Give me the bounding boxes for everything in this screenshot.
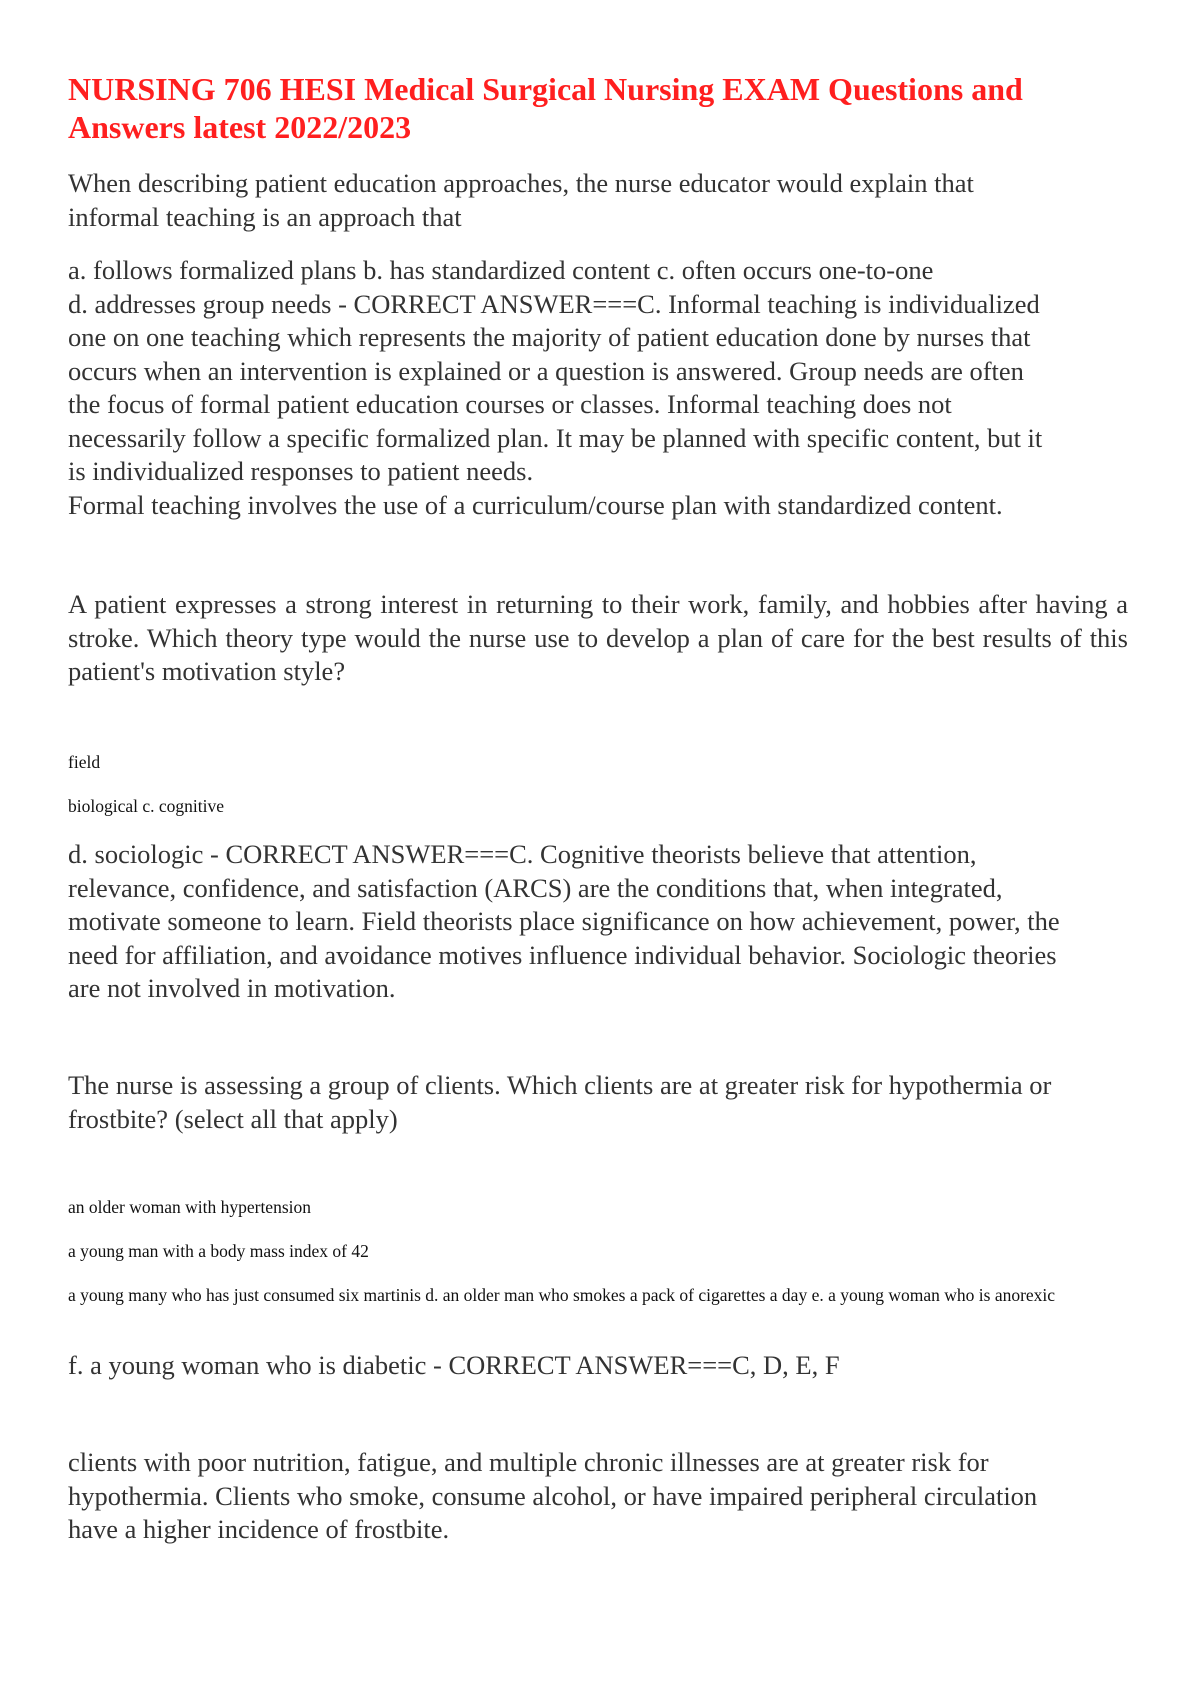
document-title: NURSING 706 HESI Medical Surgical Nursing EXAM Questions and Answers latest 2022/2023	[68, 71, 1023, 145]
question-3-stem-line: The nurse is assessing a group of clients. Which clients are at greater risk for hypothermia or	[68, 1070, 1052, 1100]
question-2-stem: A patient expresses a strong interest in returning to their work, family, and hobbies after having a stroke. Which theory type would the nurse use to develop a plan of care for the best results of this patient's motivation style?	[68, 589, 1128, 686]
question-2-answer-line: relevance, confidence, and satisfaction (ARCS) are the conditions that, when integrated,	[68, 872, 1003, 903]
question-3-explanation-line: clients with poor nutrition, fatigue, and multiple chronic illnesses are at greater risk for	[68, 1447, 989, 1477]
question-1-answer-line: d. addresses group needs - CORRECT ANSWER===C. Informal teaching is individualized	[68, 288, 1040, 319]
question-2-answer-line: are not involved in motivation.	[68, 973, 396, 1003]
question-1-answer-line: one on one teaching which represents the majority of patient education done by nurses that	[68, 322, 1031, 352]
question-1-stem-line: informal teaching is an approach that	[68, 201, 462, 232]
question-3-option: a young many who has just consumed six martinis d. an older man who smokes a pack of cigarettes a day e. a young woman who is anorexic	[68, 1285, 1056, 1305]
question-1-answer-line: necessarily follow a specific formalized plan. It may be planned with specific content, but it	[68, 422, 1043, 453]
question-1-stem	[68, 167, 1128, 234]
question-3-answer: f. a young woman who is diabetic - CORRECT ANSWER===C, D, E, F	[68, 1350, 840, 1380]
question-1-answer-line: is individualized responses to patient needs.	[68, 456, 534, 486]
question-1-answer	[68, 254, 1128, 522]
question-3-explanation-line: have a higher incidence of frostbite.	[68, 1514, 450, 1544]
question-2-option: field	[68, 752, 101, 772]
question-3-option: a young man with a body mass index of 42	[68, 1241, 369, 1261]
question-1-answer-line: occurs when an intervention is explained or a question is answered. Group needs are often	[68, 355, 1024, 386]
question-1-answer-line: Formal teaching involves the use of a curriculum/course plan with standardized content.	[68, 489, 1003, 520]
question-2-answer	[68, 838, 1128, 1006]
question-2-answer-line: motivate someone to learn. Field theorists place significance on how achievement, power, the	[68, 906, 1060, 936]
question-3-explanation	[68, 1446, 1128, 1547]
question-2-answer-line: need for affiliation, and avoidance motives influence individual behavior. Sociologic theories	[68, 939, 1057, 970]
question-2-option: biological c. cognitive	[68, 796, 224, 816]
question-1-answer-line: a. follows formalized plans b. has standardized content c. often occurs one-to-one	[68, 255, 934, 285]
question-1-answer-line: the focus of formal patient education courses or classes. Informal teaching does not	[68, 389, 952, 419]
question-1-stem-line: When describing patient education approaches, the nurse educator would explain that	[68, 168, 974, 198]
question-3-explanation-line: hypothermia. Clients who smoke, consume alcohol, or have impaired peripheral circulation	[68, 1480, 1038, 1511]
question-3-stem	[68, 1069, 1128, 1136]
question-3-stem-line: frostbite? (select all that apply)	[68, 1103, 398, 1134]
question-3-option: an older woman with hypertension	[68, 1197, 312, 1217]
question-2-answer-line: d. sociologic - CORRECT ANSWER===C. Cognitive theorists believe that attention,	[68, 839, 977, 869]
